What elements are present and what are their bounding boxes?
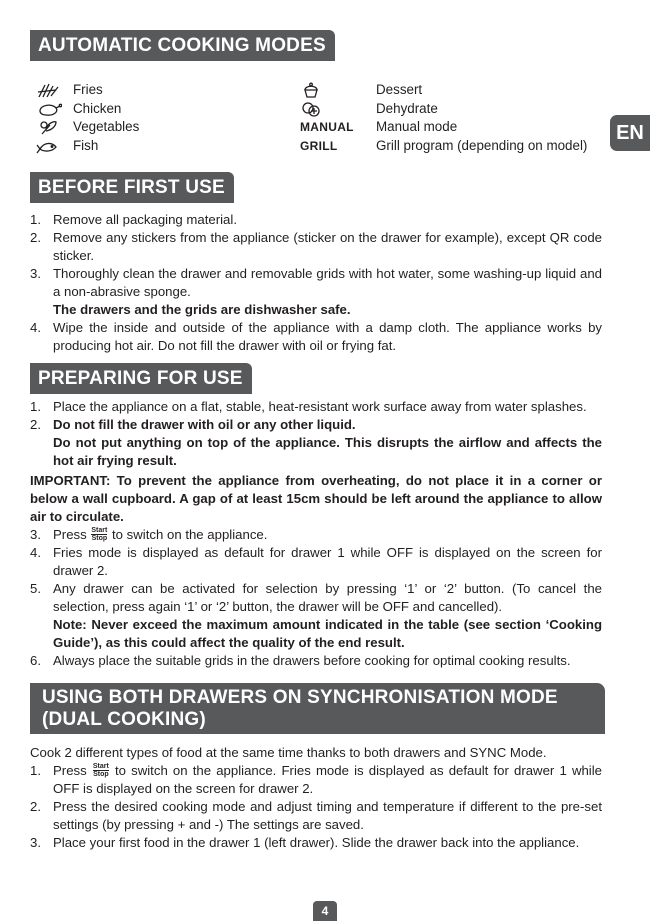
grill-tag: GRILL (300, 139, 338, 154)
list-item: 1. Press Start Stop to switch on the appliance. Fries mode is displayed as default for drawer 1 while OFF is displayed on the screen for drawer 2. (30, 763, 602, 796)
page-number: 4 (313, 901, 337, 921)
section-title-sync-mode: USING BOTH DRAWERS ON SYNCHRONISATION MODE (DUAL COOKING) (30, 683, 605, 734)
mode-manual: MANUAL Manual mode (300, 118, 610, 137)
preparing-for-use-list (30, 398, 602, 670)
list-item: 4. Fries mode is displayed as default for drawer 1 while OFF is displayed on the screen for drawer 2. (30, 545, 602, 578)
left-modes-list (36, 81, 296, 156)
chicken-icon (36, 101, 62, 118)
list-item: 3. Place your first food in the drawer 1 (left drawer). Slide the drawer back into the appliance. (30, 835, 580, 850)
list-item: 3. Thoroughly clean the drawer and removable grids with hot water, some washing-up liquid and a non-abrasive sponge. The drawers and the grids are dishwasher safe. (30, 266, 602, 317)
before-first-use-list (30, 211, 602, 355)
fries-icon (36, 82, 62, 99)
list-item: 2. Remove any stickers from the appliance (sticker on the drawer for example), except QR code sticker. (30, 230, 602, 263)
fish-icon (36, 138, 62, 155)
mode-fries: Fries (36, 81, 296, 100)
sync-intro: Cook 2 different types of food at the same time thanks to both drawers and SYNC Mode. (30, 745, 547, 760)
section-title-before-first-use: BEFORE FIRST USE (30, 172, 234, 203)
list-item: 6. Always place the suitable grids in the drawers before cooking for optimal cooking results. (30, 653, 571, 668)
section-title-preparing-for-use: PREPARING FOR USE (30, 363, 252, 394)
section-title-automatic-cooking-modes: AUTOMATIC COOKING MODES (30, 30, 335, 61)
mode-chicken: Chicken (36, 100, 296, 119)
sync-mode-list (30, 744, 602, 852)
list-item: 3. Press Start Stop to switch on the appliance. (30, 527, 268, 542)
mode-grill: GRILL Grill program (depending on model) (300, 137, 610, 156)
manual-tag: MANUAL (300, 120, 354, 135)
list-item: 1. Remove all packaging material. (30, 212, 237, 227)
list-item: 4. Wipe the inside and outside of the appliance with a damp cloth. The appliance works by producing hot air. Do not fill the drawer with oil or frying fat. (30, 320, 602, 353)
dessert-icon (300, 82, 326, 99)
list-item: 2. Do not fill the drawer with oil or any other liquid. Do not put anything on top of the appliance. This disrupts the airflow and affects the hot air frying result. (30, 417, 602, 468)
language-tab: EN (610, 115, 650, 151)
mode-fish: Fish (36, 137, 296, 156)
list-item: 2. Press the desired cooking mode and adjust timing and temperature if different to the pre-set settings (by pressing + and -) The settings are saved. (30, 799, 602, 832)
right-modes-list (300, 81, 610, 156)
important-note: IMPORTANT: To prevent the appliance from overheating, do not place it in a corner or below a wall cupboard. A gap of at least 15cm should be left around the appliance to allow air to circulate. (30, 473, 602, 524)
mode-vegetables: Vegetables (36, 118, 296, 137)
mode-dessert: Dessert (300, 81, 610, 100)
dehydrate-icon (300, 101, 326, 118)
mode-dehydrate: Dehydrate (300, 100, 610, 119)
start-stop-icon: Start Stop (92, 763, 109, 778)
vegetables-icon (36, 119, 62, 136)
start-stop-icon: Start Stop (91, 527, 108, 542)
list-item: 1. Place the appliance on a flat, stable, heat-resistant work surface away from water splashes. (30, 399, 587, 414)
list-item: 5. Any drawer can be activated for selection by pressing ‘1’ or ‘2’ button. (To cancel the selection, press again ‘1’ or ‘2’ button, the drawer will be OFF and cancelled). Note: Never exceed the maximum amount indicated in the table (see section ‘Cooking Guide’), as this could affect the quality of the end result. (30, 581, 602, 650)
